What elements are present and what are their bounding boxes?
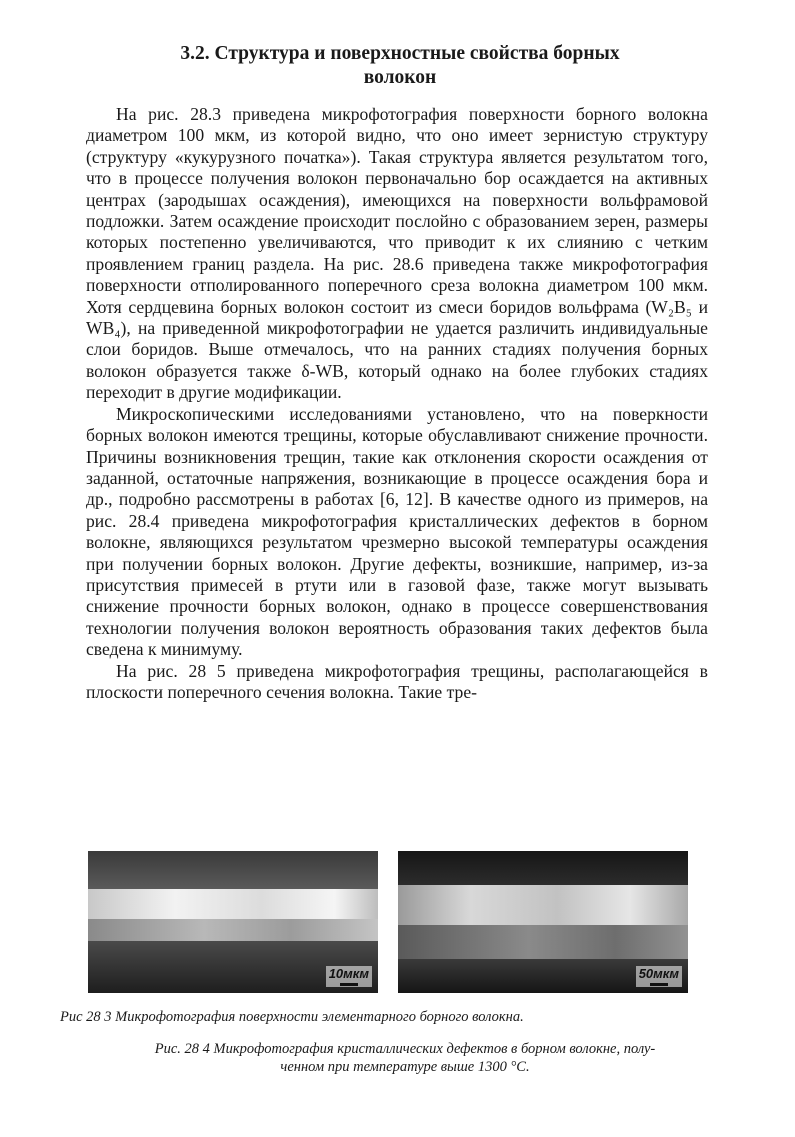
- caption-fig-28-3: Рис 28 3 Микрофотография поверхности элементарного борного волокна.: [60, 1009, 524, 1025]
- paragraph-3: На рис. 28 5 приведена микрофотография трещины, располагающейся в плоскости поперечного сечения волокна. Такие тре-: [86, 660, 708, 702]
- figure-28-4-micrograph: [398, 851, 688, 993]
- scale-bar-label: 50мкм: [636, 966, 682, 987]
- caption-fig-28-4: [60, 1040, 750, 1076]
- figure-28-3-micrograph: [88, 851, 378, 993]
- heading-line-2: волокон: [363, 67, 437, 88]
- heading-line-1: 3.2. Структура и поверхностные свойства борных: [180, 43, 620, 64]
- caption-fig-28-4-line-2: ченном при температуре выше 1300 °С.: [280, 1059, 530, 1075]
- paragraph-2: Микроскопическими исследованиями установлено, что на поверкности борных волокон имеются трещины, которые обуславливают снижение прочности. Причины возникновения трещин, такие как отклонения скорости осаждения от заданной, остаточные напряжения, возникающие в процессе осаждения бора и др., подробно рассмотрены в работах [6, 12]. В качестве одного из примеров, на рис. 28.4 приведена микрофотография кристаллических дефектов в борном волокне, являющихся результатом чрезмерно высокой температуры осаждения при получении борных волокон. Другие дефекты, возникшие, например, из-за присутствия примесей в ртути или в газовой фазе, также могут вызывать снижение прочности борных волокон, однако в процессе совершенствования технологии получения волокон вероятность образования таких дефектов была сведена к минимуму.: [86, 403, 708, 660]
- section-heading: [100, 42, 700, 90]
- body-text: [86, 104, 708, 703]
- scale-bar-label: 10мкм: [326, 966, 372, 987]
- caption-fig-28-4-line-1: Рис. 28 4 Микрофотография кристаллических дефектов в борном волокне, полу-: [154, 1041, 656, 1057]
- figure-captions: [60, 1008, 750, 1076]
- figures-row: [0, 843, 795, 993]
- paragraph-1: На рис. 28.3 приведена микрофотография поверхности борного волокна диаметром 100 мкм, из которой видно, что оно имеет зернистую структуру (структуру «кукурузного початка»). Такая структура является результатом того, что в процессе получения волокон первоначально бор осаждается на активных центрах (зародышах осаждения), имеющихся на поверхности вольфрамовой подложки. Затем осаждение происходит послойно с образованием зерен, размеры которых постепенно увеличиваются, что приводит к их слиянию с четким проявлением границ раздела. На рис. 28.6 приведена также микрофотография поверхности отполированного поперечного среза волокна диаметром 100 мкм. Хотя сердцевина борных волокон состоит из смеси боридов вольфрама (W₂B₅ и WB₄), на приведенной микрофотографии не удается различить индивидуальные слои боридов. Выше отмечалось, что на ранних стадиях получения борных волокон образуется также δ-WB, который однако на более глубоких стадиях переходит в другие модификации.: [86, 104, 708, 403]
